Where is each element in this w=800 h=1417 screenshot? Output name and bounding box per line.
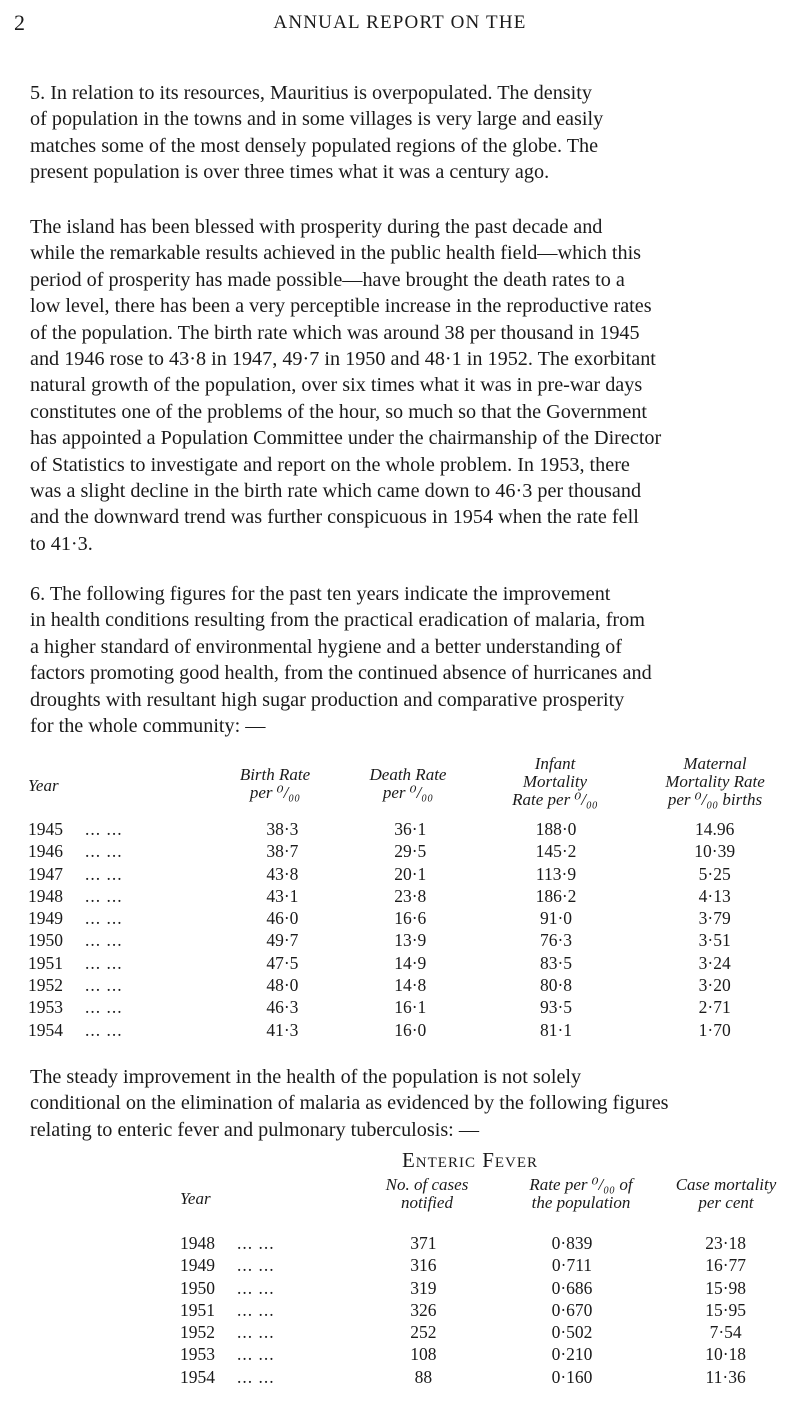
rate-cell: 0·711 (551, 1255, 593, 1276)
text-line: was a slight decline in the birth rate which came down to 46·3 per thousand (30, 479, 642, 502)
leader-dots: ... ... (85, 997, 123, 1018)
text-line: The island has been blessed with prosperity during the past decade and (30, 216, 603, 238)
table-row (180, 1299, 800, 1321)
infant-mortality-cell: 93·5 (539, 997, 573, 1018)
header-case-mortality (652, 1176, 800, 1212)
maternal-mortality-cell: 3·51 (698, 930, 731, 951)
leader-dots: ... ... (85, 863, 123, 884)
text-line: to 41·3. (30, 532, 93, 555)
table-row (28, 929, 800, 951)
text-line: natural growth of the population, over six times what it was in pre-war days (30, 374, 643, 397)
maternal-mortality-cell: 3·24 (698, 952, 731, 973)
leader-dots: ... ... (85, 908, 123, 929)
header-rate (496, 1176, 666, 1212)
rate-cell: 0·839 (551, 1233, 593, 1253)
case-mortality-cell: 10·18 (705, 1344, 747, 1365)
infant-mortality-cell: 186·2 (535, 885, 577, 906)
header-line: Mortality (522, 772, 588, 791)
maternal-mortality-cell: 14.96 (695, 819, 735, 839)
cases-notified-cell: 326 (410, 1299, 437, 1320)
header-line: notified (401, 1193, 453, 1212)
birth-rate-cell: 47·5 (266, 952, 299, 973)
header-line: Maternal (683, 754, 747, 773)
death-rate-cell: 16·1 (394, 997, 427, 1018)
text-line: 5. In relation to its resources, Mauritius is overpopulated. The density (30, 82, 592, 104)
header-line: the population (531, 1193, 631, 1212)
year-cell (180, 1232, 354, 1254)
text-line: period of prosperity has made possible—have brought the death rates to a (30, 268, 625, 291)
maternal-mortality-cell: 5·25 (698, 863, 731, 884)
leader-dots: ... ... (85, 819, 123, 839)
header-infant-mortality (480, 755, 630, 809)
leader-dots: ... ... (85, 952, 123, 973)
header-line: Rate per ⁰/₀₀ of (529, 1175, 633, 1194)
year-label: 1954 (180, 1366, 215, 1387)
year-cell (28, 996, 227, 1018)
text-line: droughts with resultant high sugar production and comparative prosperity (30, 688, 625, 711)
leader-dots: ... ... (237, 1344, 275, 1365)
leader-dots: ... ... (85, 885, 123, 906)
text-line: for the whole community: — (30, 714, 266, 737)
year-label: 1953 (28, 997, 63, 1018)
table-row (180, 1277, 800, 1299)
cases-notified-cell: 371 (410, 1233, 437, 1253)
text-line: and the downward trend was further conspicuous in 1954 when the rate fell (30, 506, 639, 529)
table-row (180, 1254, 800, 1276)
table-row (28, 952, 800, 974)
year-label: 1948 (180, 1233, 215, 1253)
text-line: and 1946 rose to 43·8 in 1947, 49·7 in 1950 and 48·1 in 1952. The exorbitant (30, 347, 656, 370)
birth-rate-cell: 43·1 (266, 885, 299, 906)
rate-cell: 0·686 (551, 1277, 593, 1298)
year-cell (28, 952, 227, 974)
header-line: Birth Rate (239, 765, 311, 784)
year-label: 1952 (28, 975, 63, 996)
table-row (180, 1232, 800, 1254)
maternal-mortality-cell: 1·70 (698, 1019, 731, 1040)
year-cell (28, 974, 227, 996)
text-line: while the remarkable results achieved in the public health field—which this (30, 242, 642, 265)
cases-notified-cell: 252 (410, 1322, 437, 1343)
header-line: Infant (534, 754, 576, 773)
death-rate-cell: 16·6 (394, 908, 427, 929)
death-rate-cell: 29·5 (394, 841, 427, 862)
year-cell (180, 1366, 354, 1388)
year-cell (28, 1019, 227, 1041)
vital-statistics-table (28, 818, 800, 1041)
rate-cell: 0·670 (551, 1299, 593, 1320)
infant-mortality-cell: 80·8 (539, 975, 573, 996)
text-line: has appointed a Population Committee under the chairmanship of the Director (30, 427, 662, 450)
text-line: low level, there has been a very perceptible increase in the reproductive rates (30, 295, 652, 318)
table-row (180, 1321, 800, 1343)
year-cell (28, 907, 227, 929)
year-label: 1950 (28, 930, 63, 951)
table-row (28, 1019, 800, 1041)
leader-dots: ... ... (85, 841, 123, 862)
header-line: per ⁰/₀₀ (249, 783, 301, 802)
text-line: of Statistics to investigate and report on the whole problem. In 1953, there (30, 453, 630, 476)
header-line: No. of cases (385, 1175, 469, 1194)
infant-mortality-cell: 81·1 (539, 1019, 573, 1040)
case-mortality-cell: 15·98 (705, 1277, 747, 1298)
enteric-fever-table (180, 1232, 800, 1388)
birth-rate-cell: 48·0 (266, 975, 299, 996)
case-mortality-cell: 16·77 (705, 1255, 747, 1276)
case-mortality-cell: 15·95 (705, 1299, 747, 1320)
paragraph-7 (30, 1064, 800, 1143)
case-mortality-cell: 7·54 (709, 1322, 742, 1343)
year-cell (28, 929, 227, 951)
case-mortality-cell: 11·36 (705, 1366, 746, 1387)
year-label: 1948 (28, 885, 63, 906)
infant-mortality-cell: 188·0 (535, 819, 577, 839)
page-header (0, 10, 800, 40)
text-line: of population in the towns and in some villages is very large and easily (30, 108, 604, 131)
maternal-mortality-cell: 10·39 (694, 841, 736, 862)
year-cell (180, 1321, 354, 1343)
year-cell (180, 1254, 354, 1276)
birth-rate-cell: 41·3 (266, 1019, 299, 1040)
infant-mortality-cell: 145·2 (535, 841, 577, 862)
maternal-mortality-cell: 4·13 (698, 885, 731, 906)
year-cell (180, 1343, 354, 1365)
text-line: relating to enteric fever and pulmonary tuberculosis: — (30, 1118, 480, 1141)
leader-dots: ... ... (237, 1277, 275, 1298)
birth-rate-cell: 38·3 (266, 819, 299, 839)
year-label: 1954 (28, 1019, 63, 1040)
table-row (28, 818, 800, 840)
maternal-mortality-cell: 3·20 (698, 975, 731, 996)
infant-mortality-cell: 113·9 (535, 863, 577, 884)
header-line: Case mortality (675, 1175, 777, 1194)
year-label: 1953 (180, 1344, 215, 1365)
death-rate-cell: 36·1 (394, 819, 427, 839)
table-row (28, 974, 800, 996)
paragraph-5 (30, 80, 800, 186)
birth-rate-cell: 46·3 (266, 997, 299, 1018)
death-rate-cell: 20·1 (394, 863, 427, 884)
header-line: per cent (698, 1193, 754, 1212)
cases-notified-cell: 319 (410, 1277, 437, 1298)
year-label: 1949 (180, 1255, 215, 1276)
cases-notified-cell: 316 (410, 1255, 437, 1276)
birth-rate-cell: 38·7 (266, 841, 299, 862)
death-rate-cell: 14·8 (394, 975, 427, 996)
table-row (180, 1343, 800, 1365)
year-label: 1952 (180, 1322, 215, 1343)
text-line: constitutes one of the problems of the hour, so much so that the Government (30, 400, 648, 423)
text-line: conditional on the elimination of malaria as evidenced by the following figures (30, 1092, 669, 1115)
year-label: 1951 (180, 1299, 215, 1320)
year-label: 1949 (28, 908, 63, 929)
leader-dots: ... ... (237, 1255, 275, 1276)
death-rate-cell: 13·9 (394, 930, 427, 951)
birth-rate-cell: 49·7 (266, 930, 299, 951)
leader-dots: ... ... (85, 1019, 123, 1040)
rate-cell: 0·210 (551, 1344, 593, 1365)
table-row (180, 1366, 800, 1388)
year-label: 1950 (180, 1277, 215, 1298)
year-cell (180, 1299, 354, 1321)
text-line: a higher standard of environmental hygiene and a better understanding of (30, 635, 622, 658)
leader-dots: ... ... (237, 1233, 275, 1253)
header-line: Mortality Rate (665, 772, 765, 791)
maternal-mortality-cell: 3·79 (698, 908, 731, 929)
infant-mortality-cell: 83·5 (539, 952, 573, 973)
header-line: Rate per ⁰/₀₀ (512, 790, 598, 809)
death-rate-cell: 16·0 (394, 1019, 427, 1040)
header-cases-notified (352, 1176, 502, 1212)
table-row (28, 863, 800, 885)
birth-rate-cell: 43·8 (266, 863, 299, 884)
running-head: ANNUAL REPORT ON THE (273, 12, 527, 33)
rate-cell: 0·160 (551, 1366, 593, 1387)
header-year: Year (180, 1189, 211, 1208)
header-birth-rate (205, 766, 345, 802)
text-line: matches some of the most densely populated regions of the globe. The (30, 134, 599, 157)
year-label: 1947 (28, 863, 63, 884)
case-mortality-cell: 23·18 (705, 1233, 747, 1253)
year-cell (28, 863, 227, 885)
table-row (28, 840, 800, 862)
page-number: 2 (14, 10, 25, 35)
leader-dots: ... ... (85, 975, 123, 996)
year-cell (28, 840, 227, 862)
cases-notified-cell: 108 (410, 1344, 437, 1365)
leader-dots: ... ... (237, 1322, 275, 1343)
text-line: of the population. The birth rate which was around 38 per thousand in 1945 (30, 321, 640, 344)
infant-mortality-cell: 91·0 (539, 908, 573, 929)
maternal-mortality-cell: 2·71 (698, 997, 731, 1018)
infant-mortality-cell: 76·3 (539, 930, 573, 951)
year-label: 1945 (28, 819, 63, 839)
enteric-fever-title: Enteric Fever (401, 1148, 539, 1172)
header-line: Death Rate (369, 765, 447, 784)
year-label: 1946 (28, 841, 63, 862)
year-cell (180, 1277, 354, 1299)
paragraph-5-continued (30, 214, 800, 557)
leader-dots: ... ... (85, 930, 123, 951)
header-line: per ⁰/₀₀ (382, 783, 434, 802)
text-line: The steady improvement in the health of the population is not solely (30, 1066, 582, 1088)
year-cell (28, 818, 227, 840)
year-cell (28, 885, 227, 907)
header-death-rate (338, 766, 478, 802)
death-rate-cell: 14·9 (394, 952, 427, 973)
death-rate-cell: 23·8 (394, 885, 427, 906)
rate-cell: 0·502 (551, 1322, 593, 1343)
text-line: 6. The following figures for the past ten years indicate the improvement (30, 583, 611, 605)
table-row (28, 885, 800, 907)
leader-dots: ... ... (237, 1299, 275, 1320)
header-line: per ⁰/₀₀ births (667, 790, 763, 809)
birth-rate-cell: 46·0 (266, 908, 299, 929)
paragraph-6 (30, 581, 800, 739)
year-label: 1951 (28, 952, 63, 973)
header-maternal-mortality (630, 755, 800, 809)
table-row (28, 907, 800, 929)
header-year: Year (28, 776, 59, 795)
leader-dots: ... ... (237, 1366, 275, 1387)
table-row (28, 996, 800, 1018)
text-line: in health conditions resulting from the practical eradication of malaria, from (30, 609, 645, 632)
text-line: present population is over three times what it was a century ago. (30, 161, 550, 184)
text-line: factors promoting good health, from the continued absence of hurricanes and (30, 662, 652, 685)
cases-notified-cell: 88 (414, 1366, 433, 1387)
